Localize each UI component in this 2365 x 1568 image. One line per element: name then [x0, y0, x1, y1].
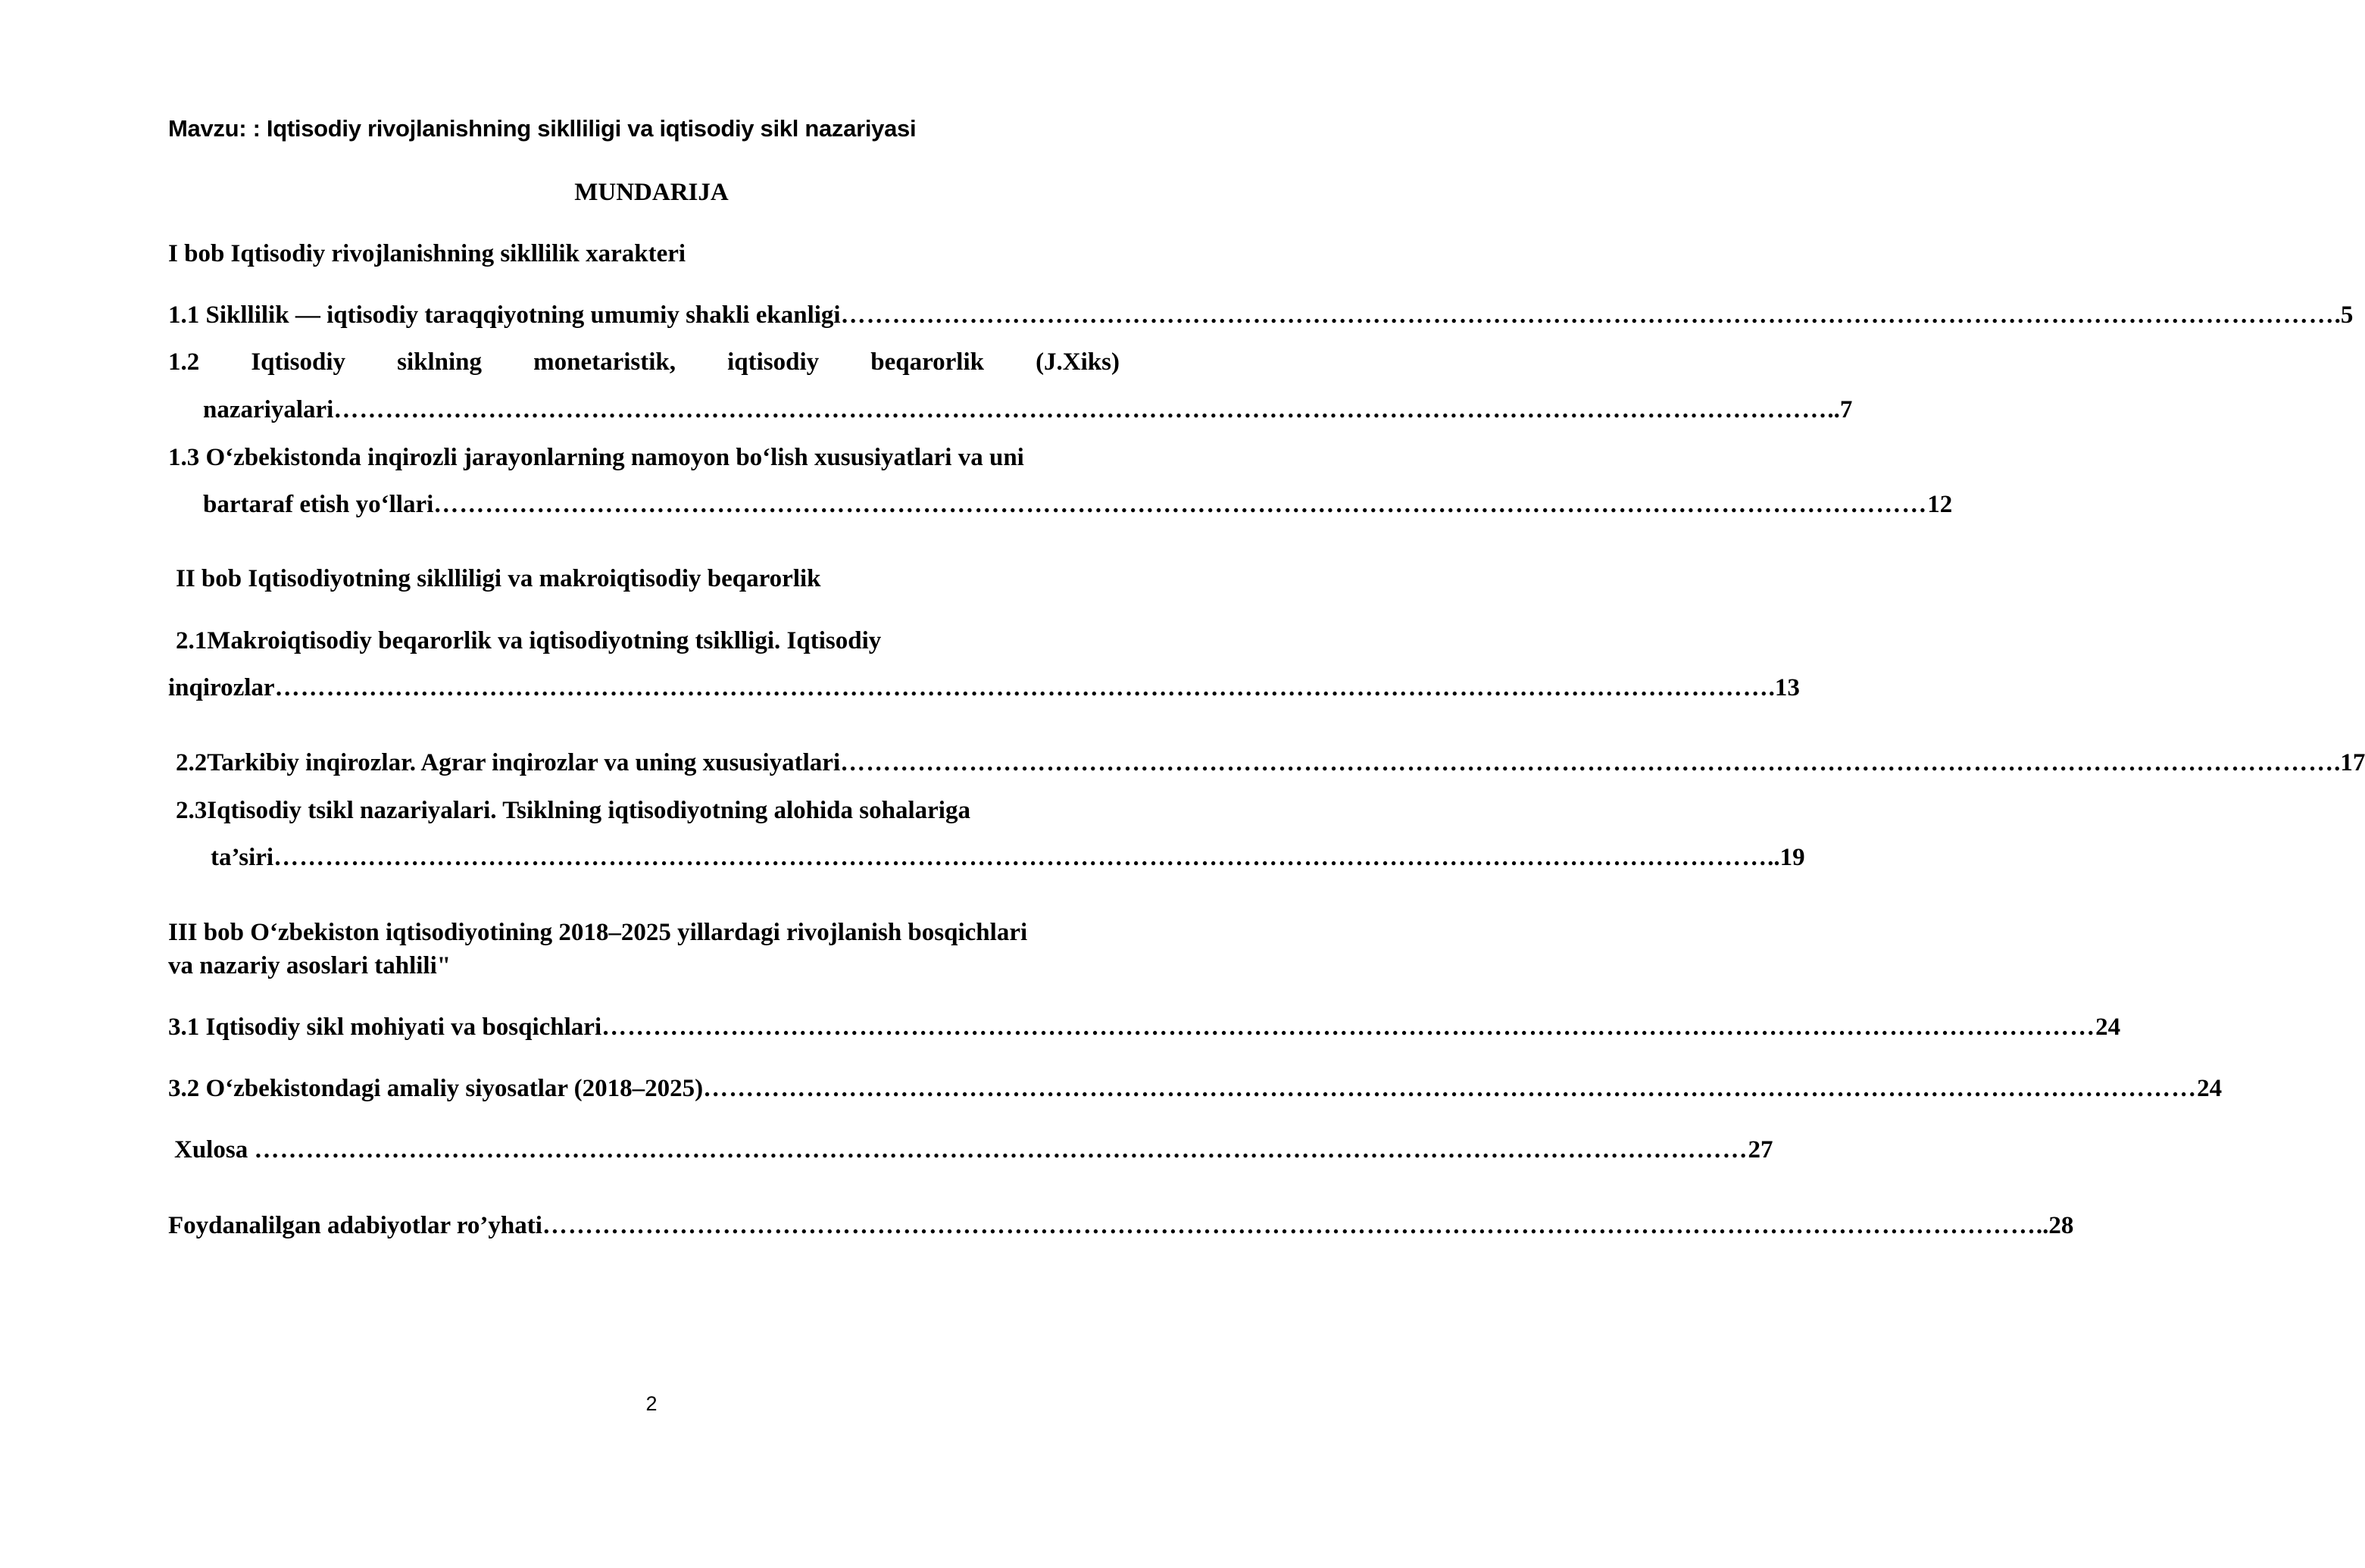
toc-word: beqarorlik: [870, 348, 984, 376]
dot-leader: …………………………………………………………………………………………………………………………………………………………: [840, 749, 2335, 776]
toc-entry-text: 2.2Tarkibiy inqirozlar. Agrar inqirozlar va uning xususiyatlari: [176, 749, 841, 776]
toc-entry-1-3-line2[interactable]: [203, 491, 1953, 519]
toc-page-number: ..28: [2035, 1212, 2074, 1239]
toc-word: 1.2: [168, 348, 200, 376]
toc-entry-2-3-line1[interactable]: 2.3Iqtisodiy tsikl nazariyalari. Tsiklning iqtisodiyotning alohida sohalariga: [176, 797, 970, 824]
toc-page-number: .13: [1768, 674, 1800, 701]
toc-heading: MUNDARIJA: [574, 179, 729, 206]
toc-word: (J.Xiks): [1036, 348, 1120, 376]
toc-entry-text: bartaraf etish yo‘llari: [203, 491, 434, 518]
dot-leader: …………………………………………………………………………………………………………………………………………………………: [703, 1075, 2198, 1102]
toc-entry-1-2-line2[interactable]: [203, 396, 1853, 424]
toc-entry-2-1-line1[interactable]: 2.1Makroiqtisodiy beqarorlik va iqtisodiyotning tsiklligi. Iqtisodiy: [176, 627, 882, 654]
toc-page-number: 24: [2197, 1075, 2223, 1102]
toc-entry-references[interactable]: [168, 1212, 2074, 1240]
dot-leader: …………………………………………………………………………………………………………………………………………………………: [601, 1014, 2096, 1041]
toc-page-number: .17: [2334, 749, 2365, 776]
toc-entry-text: ta’siri: [211, 844, 274, 871]
toc-entry-1-1[interactable]: [168, 301, 2354, 330]
page-number: 2: [645, 1392, 658, 1415]
toc-entry-1-2-line1[interactable]: [168, 348, 1120, 376]
dot-leader: …………………………………………………………………………………………………………………………………………………………: [542, 1212, 2036, 1239]
toc-word: monetaristik,: [533, 348, 676, 376]
toc-entry-2-3-line2[interactable]: [211, 844, 1805, 872]
chapter-1-title: I bob Iqtisodiy rivojlanishning sikllilik xarakteri: [168, 240, 686, 267]
toc-entry-2-1-line2[interactable]: [168, 674, 1800, 702]
toc-page-number: 24: [2095, 1014, 2121, 1041]
dot-leader: …………………………………………………………………………………………………………………………………………………………: [273, 844, 1768, 871]
toc-entry-text: 3.2 O‘zbekistondagi amaliy siyosatlar (2018–2025): [168, 1075, 704, 1102]
toc-word: iqtisodiy: [727, 348, 820, 376]
toc-entry-2-2[interactable]: [176, 749, 2365, 777]
toc-entry-text: inqirozlar: [168, 674, 275, 701]
dot-leader: …………………………………………………………………………………………………………………………………………………………: [840, 301, 2335, 329]
toc-entry-conclusion[interactable]: [174, 1136, 1773, 1164]
toc-entry-text: 1.1 Sikllilik — iqtisodiy taraqqiyotning umumiy shakli ekanligi: [168, 301, 841, 329]
toc-page-number: ..7: [1827, 396, 1853, 423]
chapter-3-title-line2: va nazariy asoslari tahlili": [168, 952, 451, 979]
dot-leader: …………………………………………………………………………………………………………………………………………………………: [433, 491, 1928, 518]
toc-entry-text: nazariyalari: [203, 396, 334, 423]
toc-page-number: ..19: [1767, 844, 1805, 871]
toc-entry-text: 3.1 Iqtisodiy sikl mohiyati va bosqichlari: [168, 1014, 602, 1041]
toc-word: siklning: [397, 348, 483, 376]
toc-page-number: 27: [1748, 1136, 1773, 1164]
dot-leader: …………………………………………………………………………………………………………………………………………………………: [254, 1136, 1748, 1164]
document-topic: Mavzu: : Iqtisodiy rivojlanishning siklliligi va iqtisodiy sikl nazariyasi: [168, 115, 917, 142]
toc-entry-text: Foydanalilgan adabiyotlar ro’yhati: [168, 1212, 542, 1239]
dot-leader: …………………………………………………………………………………………………………………………………………………………: [333, 396, 1828, 423]
toc-entry-3-1[interactable]: [168, 1014, 2121, 1042]
toc-page-number: .5: [2334, 301, 2354, 329]
toc-entry-1-3-line1[interactable]: 1.3 O‘zbekistonda inqirozli jarayonlarning namoyon bo‘lish xususiyatlari va uni: [168, 444, 1024, 471]
toc-entry-text: Xulosa: [174, 1136, 255, 1164]
chapter-2-title: II bob Iqtisodiyotning siklliligi va makroiqtisodiy beqarorlik: [176, 565, 821, 592]
chapter-3-title-line1: III bob O‘zbekiston iqtisodiyotining 2018–2025 yillardagi rivojlanish bosqichlari: [168, 919, 1028, 946]
dot-leader: …………………………………………………………………………………………………………………………………………………………: [274, 674, 1769, 701]
toc-page-number: 12: [1927, 491, 1953, 518]
toc-word: Iqtisodiy: [251, 348, 346, 376]
toc-entry-3-2[interactable]: [168, 1075, 2223, 1103]
